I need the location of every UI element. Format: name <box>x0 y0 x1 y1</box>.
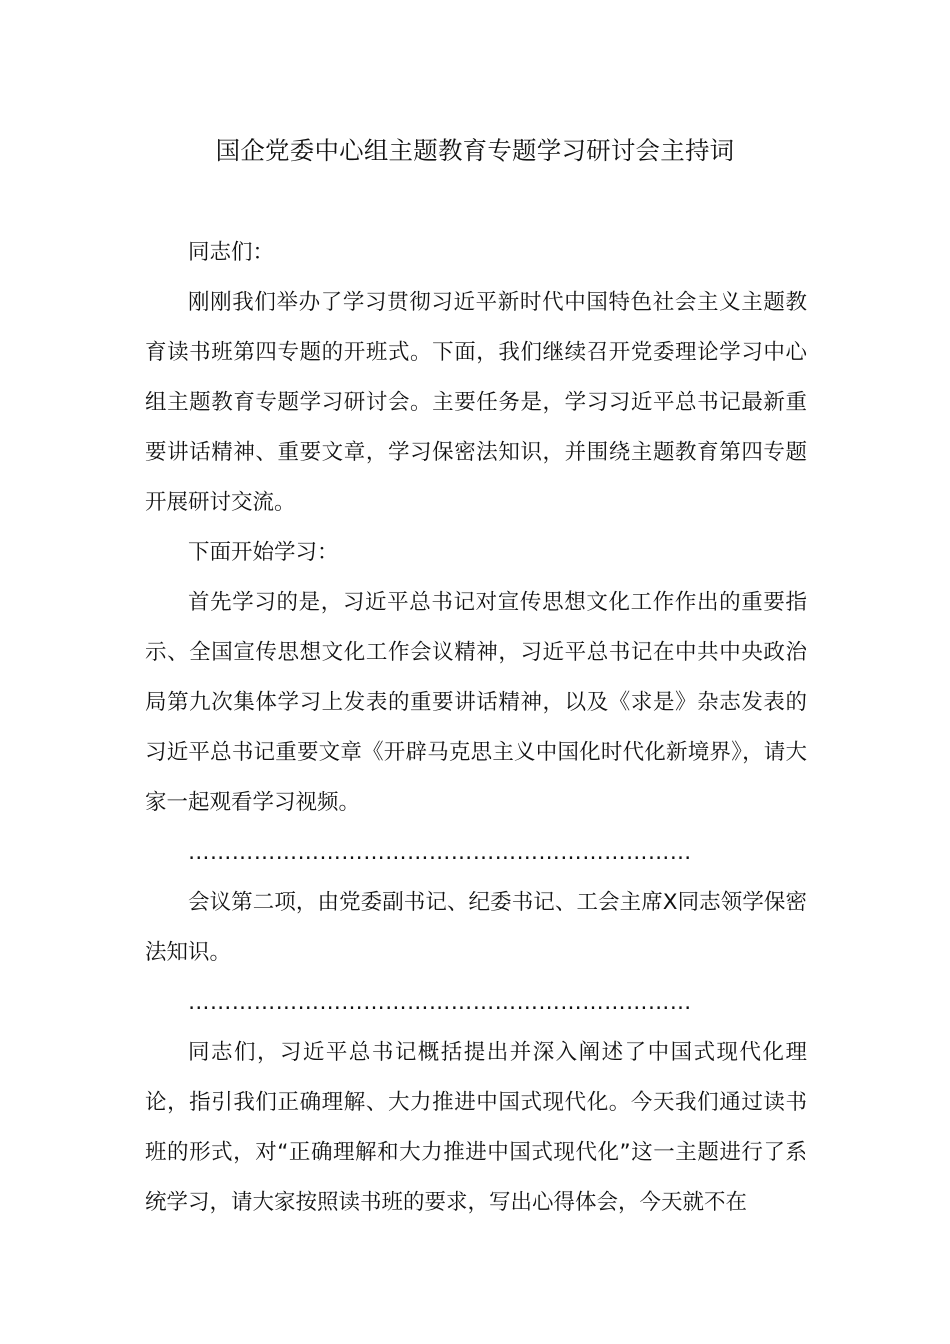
document-title: 国企党委中心组主题教育专题学习研讨会主持词 <box>215 136 735 165</box>
start-study-paragraph: 下面开始学习： <box>188 540 339 565</box>
document-body <box>145 228 807 1228</box>
salutation-paragraph: 同志们： <box>188 240 275 265</box>
ellipsis-divider: …………………………………………………………… <box>188 840 692 865</box>
ellipsis-divider: …………………………………………………………… <box>188 990 692 1015</box>
intro-paragraph: 刚刚我们举办了学习贯彻习近平新时代中国特色社会主义主题教育读书班第四专题的开班式。下面，我们继续召开党委理论学习中心组主题教育专题学习研讨会。主要任务是，学习习近平总书记最新重要讲话精神、重要文章，学习保密法知识，并围绕主题教育第四专题开展研讨交流。 <box>145 290 807 515</box>
closing-paragraph: 同志们，习近平总书记概括提出并深入阐述了中国式现代化理论，指引我们正确理解、大力推进中国式现代化。今天我们通过读书班的形式，对“正确理解和大力推进中国式现代化”这一主题进行了系统学习，请大家按照读书班的要求，写出心得体会，今天就不在 <box>145 1040 807 1215</box>
second-item-paragraph: 会议第二项，由党委副书记、纪委书记、工会主席X同志领学保密法知识。 <box>145 890 807 965</box>
first-study-paragraph: 首先学习的是，习近平总书记对宣传思想文化工作作出的重要指示、全国宣传思想文化工作会议精神，习近平总书记在中共中央政治局第九次集体学习上发表的重要讲话精神，以及《求是》杂志发表的习近平总书记重要文章《开辟马克思主义中国化时代化新境界》，请大家一起观看学习视频。 <box>145 590 807 815</box>
